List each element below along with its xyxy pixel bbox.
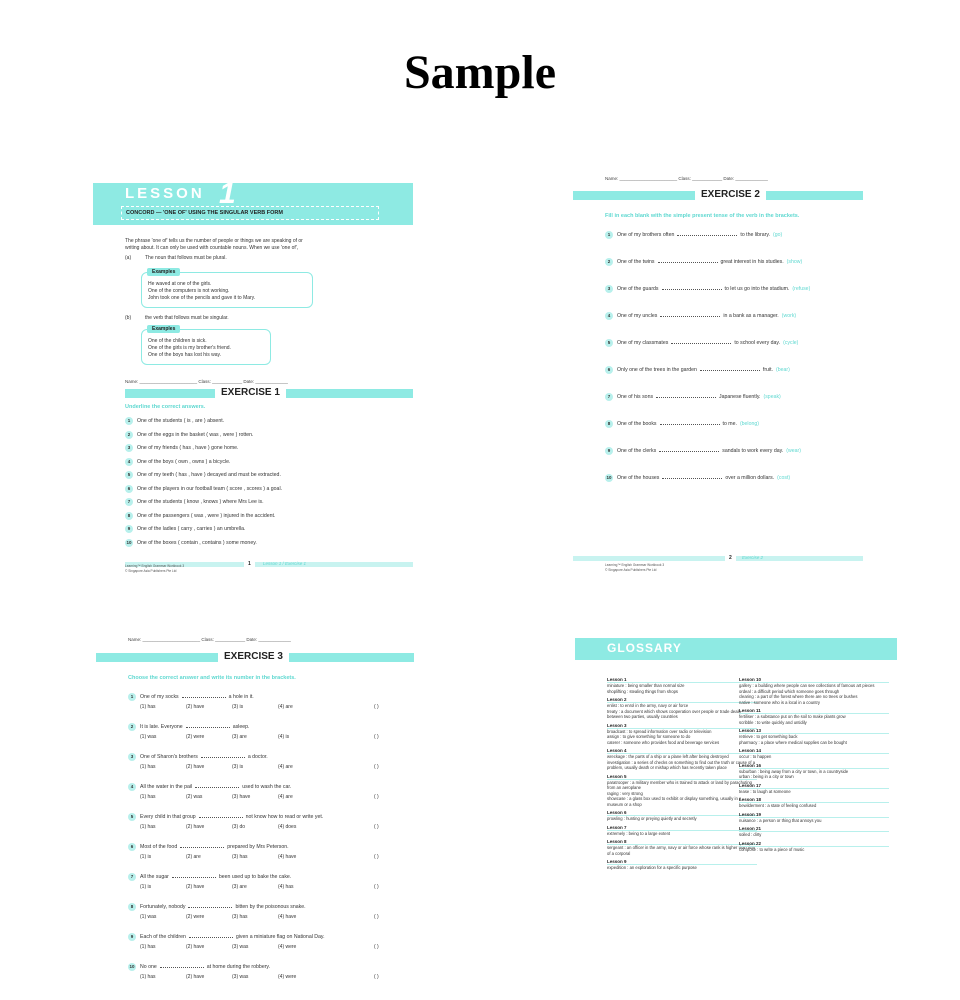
exercise-item [125,471,281,479]
name-class-date-row: Name: _______________________ Class: ____________ Date: _____________ [128,637,291,642]
answer-blank[interactable] [658,259,718,263]
answer-bracket[interactable]: ( ) [374,704,379,710]
item-number: 3 [125,444,133,452]
answer-bracket[interactable]: ( ) [374,854,379,860]
rule-tag: (b) [125,315,132,321]
exercise-item [605,366,790,374]
item-text-after: used to wash the car. [242,784,292,790]
item-number: 3 [128,753,136,761]
glossary-lesson-heading: Lesson 7 [607,825,757,831]
exercise-item [605,393,781,401]
answer-blank[interactable] [189,934,233,938]
glossary-entry: pharmacy : a place where medical supplies can be bought [739,739,847,745]
glossary-lesson-heading: Lesson 13 [739,728,889,734]
glossary-entry: bewilderment : a state of feeling confused [739,803,817,808]
exercise-title: EXERCISE 1 [215,387,286,399]
answer-option[interactable]: (2) was [186,794,203,800]
publisher-line: Learning™ English Grammar Workbook 3 [605,563,665,567]
publisher-line: © Singapore Asia Publishers Pte Ltd [605,568,657,572]
item-number: 4 [125,458,133,466]
item-text-after: over a million dollars. [725,475,775,481]
answer-blank[interactable] [662,286,722,290]
answer-options [140,824,324,830]
item-text[interactable]: One of the students ( know , knows ) where Mrs Lee is. [137,499,264,505]
glossary-entry: enlist : to enrol in the army, navy or air force [607,703,689,708]
exercise-item [605,339,798,347]
glossary-entry: broadcast : to spread information over radio or television [607,728,712,734]
item-text-before: Only one of the trees in the garden [617,367,697,373]
intro-line: The phrase 'one of' tells us the number of people or things we are speaking of or [125,238,303,244]
answer-option[interactable]: (4) have [278,854,297,860]
answer-option[interactable]: (4) were [278,974,297,980]
workbook-page-lesson-1 [93,183,413,583]
glossary-entry: tease : to laugh at someone [739,788,791,794]
answer-option[interactable]: (1) has [140,764,156,770]
glossary-entry: extremely : being to a large extent [607,830,671,836]
answer-option[interactable]: (3) are [232,884,247,890]
exercise-item [128,963,270,971]
answer-option[interactable]: (3) was [232,944,249,950]
glossary-lesson-heading: Lesson 17 [739,783,889,789]
answer-blank[interactable] [671,340,731,344]
answer-bracket[interactable]: ( ) [374,764,379,770]
glossary-entry: occur : to happen [739,754,772,759]
glossary-lesson-heading: Lesson 1 [607,677,757,683]
exercise-instruction: Choose the correct answer and write its number in the brackets. [128,675,296,681]
item-text-after: to the library. [740,232,770,238]
item-text-before: Fortunately, nobody [140,904,186,910]
answer-option[interactable]: (3) was [232,974,249,980]
publisher-line: Learning™ English Grammar Workbook 3 [125,564,185,568]
answer-options [140,944,324,950]
item-text-before: Most of the food [140,844,178,850]
item-number: 4 [128,783,136,791]
answer-option[interactable]: (3) is [232,764,244,770]
footer-page-number: 1 [244,561,255,567]
answer-options [140,704,324,710]
rule-text: The noun that follows must be plural. [145,255,227,261]
answer-bracket[interactable]: ( ) [374,914,379,920]
glossary-lesson-heading: Lesson 16 [739,763,889,769]
exercise-item [128,933,325,941]
answer-option[interactable]: (3) has [232,854,248,860]
glossary-entry: gallery : a building where people can see collections of famous art pieces [739,683,875,688]
glossary-entry: suburban : being away from a city or town, in a countryside [739,768,849,774]
workbook-page-exercise-3 [96,635,416,1000]
examples-box [141,326,271,365]
glossary-entry: miniature : being smaller than normal size [607,683,685,688]
answer-option[interactable]: (1) was [140,734,157,740]
item-number: 6 [128,843,136,851]
glossary-entry: scribble : to write quickly and untidily [739,719,807,725]
verb-hint: (work) [781,313,797,319]
item-number: 7 [125,498,133,506]
answer-blank[interactable] [160,964,204,968]
item-text[interactable]: One of the passengers ( was , were ) injured in the accident. [137,512,276,519]
answer-option[interactable]: (4) is [278,734,290,740]
verb-hint: (wear) [786,448,801,454]
answer-blank[interactable] [182,694,226,698]
answer-option[interactable]: (1) has [140,704,156,710]
item-number: 10 [606,475,612,480]
verb-hint: (belong) [739,421,759,427]
page-title: Sample [403,46,556,99]
answer-option[interactable]: (4) have [278,914,297,920]
item-text-before: All the sugar [140,874,169,880]
exercise-item [605,258,802,266]
exercise-item [125,539,257,547]
glossary-lesson-heading: Lesson 2 [607,697,757,703]
verb-hint: (speak) [763,394,781,400]
answer-blank[interactable] [201,754,245,758]
glossary-entry: expedition : an exploration for a specific purpose [607,865,697,870]
item-text-after: to let us go into the stadium. [724,286,790,292]
item-number: 1 [128,693,136,701]
answer-bracket[interactable]: ( ) [374,794,379,800]
item-text[interactable]: One of the players in our football team ( score , scores ) a goal. [137,485,283,492]
item-text-before: One of the books [617,421,657,427]
answer-bracket[interactable]: ( ) [374,974,379,980]
verb-hint: (go) [773,232,783,238]
rule-tag: (a) [125,255,132,261]
item-number: 8 [128,903,136,911]
exercise-item [605,231,782,239]
item-text[interactable]: One of my friends ( has , have ) gone home. [137,445,239,451]
exercise-item [605,285,810,293]
glossary-entry: retrieve : to get something back [739,734,798,739]
item-text-after: asleep. [232,724,250,730]
exercise-item [125,525,245,533]
answer-option[interactable]: (2) have [186,704,205,710]
exercise-item [128,753,268,761]
answer-option[interactable]: (2) have [186,884,205,890]
exercise-item [128,843,289,851]
item-text-after: a hole in it. [228,694,254,700]
answer-bracket[interactable]: ( ) [374,884,379,890]
item-text-before: All the water in the pail [140,784,193,790]
answer-option[interactable]: (4) are [278,704,293,710]
answer-option[interactable]: (3) do [232,824,246,830]
answer-option[interactable]: (1) is [140,884,152,890]
example-line: John took one of the pencils and gave it to Mary. [148,295,256,301]
answer-options [140,884,324,890]
item-text-before: One of his sons [617,394,654,400]
item-number: 9 [605,447,613,455]
examples-label: Examples [147,268,180,276]
glossary-title: GLOSSARY [607,641,682,655]
item-text-before: Every child in that group [140,814,196,820]
glossary-entry: shoplifting : stealing things from shops [607,688,678,694]
item-number: 2 [605,258,613,266]
answer-option[interactable]: (3) have [232,794,251,800]
item-text-before: No one [140,964,157,970]
exercise-item [128,873,291,881]
item-text[interactable]: One of the eggs in the basket ( was , were ) rotten. [137,431,254,438]
item-text-before: One of the twins [617,259,655,265]
item-number: 7 [128,873,136,881]
answer-option[interactable]: (4) has [278,884,294,890]
item-text-after: at home during the robbery. [206,964,271,970]
item-text-after: bitten by the poisonous snake. [235,904,306,910]
answer-option[interactable]: (2) are [186,854,201,860]
item-text[interactable]: One of my teeth ( has , have ) decayed and must be extracted. [137,472,281,478]
lesson-banner [93,183,413,225]
exercise-item [125,431,254,439]
example-line: He waved at one of the girls. [148,281,212,287]
example-line: One of the boys has lost his way. [148,352,222,358]
glossary-lesson-heading: Lesson 9 [607,859,757,865]
examples-box [141,269,313,308]
item-text-before: One of Sharon's brothers [140,754,198,760]
examples-label: Examples [147,325,180,333]
footer-page-number: 2 [725,555,736,561]
publisher-line: © Singapore Asia Publishers Pte Ltd [125,569,177,573]
item-text-after: great interest in his studies. [720,259,784,265]
answer-blank[interactable] [662,475,722,479]
item-text[interactable]: One of the students ( is , are ) absent. [137,418,225,424]
exercise-item [128,813,323,821]
answer-bracket[interactable]: ( ) [374,824,379,830]
item-text-after: Japanese fluently. [719,394,761,400]
verb-hint: (cycle) [783,340,799,346]
footer-label: Lesson 1 / Exercise 1 [263,561,307,566]
glossary-entry: fertiliser : a substance put on the soil to make plants grow [739,714,846,719]
answer-option[interactable]: (4) are [278,764,293,770]
item-number: 5 [605,339,613,347]
exercise-item [125,417,224,425]
exercise-item [605,447,801,455]
glossary-lesson-heading: Lesson 11 [739,708,889,714]
answer-option[interactable]: (1) was [140,914,157,920]
glossary-entry: raging : very strong [607,790,643,796]
exercise-item [128,783,291,791]
answer-option[interactable]: (1) is [140,854,152,860]
answer-blank[interactable] [199,814,243,818]
item-text-after: fruit. [762,367,773,373]
lesson-word: LESSON [125,185,205,202]
exercise-instruction: Fill in each blank with the simple present tense of the verb in the brackets. [605,213,800,219]
item-number: 4 [605,312,613,320]
answer-blank[interactable] [172,874,216,878]
item-number: 6 [605,366,613,374]
glossary-entry: sergeant : an officer in the army, navy or air force whose rank is higher than that of a corporal [607,845,755,856]
glossary-lesson-heading: Lesson 8 [607,839,757,845]
answer-option[interactable]: (2) have [186,974,205,980]
exercise-item [605,474,790,482]
answer-option[interactable]: (1) has [140,974,156,980]
item-number: 8 [125,512,133,520]
glossary-banner [575,638,897,660]
answer-options [140,764,324,770]
answer-blank[interactable] [677,232,737,236]
name-class-date-row: Name: _______________________ Class: ____________ Date: _____________ [125,379,288,384]
item-text-before: Each of the children [140,934,186,940]
item-text-after: not know how to read or write yet. [245,814,324,820]
exercise-instruction: Underline the correct answers. [125,404,206,410]
item-number: 10 [129,964,135,969]
glossary-lesson-heading: Lesson 4 [607,748,757,754]
intro-line: writing about. It can only be used with countable nouns. When we use 'one of', [125,245,299,251]
item-number: 1 [125,417,133,425]
glossary-entry: compose : to write a piece of music [739,846,805,852]
answer-option[interactable]: (1) has [140,794,156,800]
answer-option[interactable]: (3) are [232,734,247,740]
glossary-lesson-heading: Lesson 14 [739,748,889,754]
answer-option[interactable]: (4) were [278,944,297,950]
answer-blank[interactable] [660,421,720,425]
answer-option[interactable]: (4) are [278,794,293,800]
item-text-before: It is late. Everyone [140,724,183,730]
item-number: 2 [125,431,133,439]
answer-option[interactable]: (3) has [232,914,248,920]
rule-text: the verb that follows must be singular. [145,315,229,321]
glossary-entry: treaty : a document which shows cooperation over people or trade deals between two parties, usually countries [607,708,741,719]
answer-option[interactable]: (1) has [140,824,156,830]
exercise-item [125,444,239,452]
exercise-item [125,512,275,520]
item-number: 6 [125,485,133,493]
answer-blank[interactable] [195,784,239,788]
answer-blank[interactable] [656,394,716,398]
answer-blank[interactable] [700,367,760,371]
verb-hint: (show) [786,259,803,265]
answer-option[interactable]: (4) does [278,824,297,830]
exercise-title: EXERCISE 3 [218,651,289,663]
glossary-lesson-heading: Lesson 19 [739,812,889,818]
glossary-lesson-heading: Lesson 22 [739,841,889,847]
answer-option[interactable]: (1) has [140,944,156,950]
glossary-entry: caterer : someone who provides food and beverage services [607,739,720,745]
item-text-before: One of my brothers often [617,232,675,238]
workbook-page-glossary [575,638,897,1000]
glossary-entry: showcase : a glass box used to exhibit or display something, usually in a museum or a shop [607,796,742,807]
item-text-after: sandals to work every day. [722,448,784,454]
item-text-before: One of my classmates [617,340,669,346]
glossary-entry: urban : being in a city or town [739,774,794,779]
answer-option[interactable]: (2) were [186,734,205,740]
exercise-item [605,312,796,320]
glossary-lesson-heading: Lesson 21 [739,826,889,832]
workbook-page-exercise-2 [573,175,893,575]
item-text-after: given a miniature flag on National Day. [235,934,325,940]
item-number: 9 [128,933,136,941]
exercise-item [128,723,249,731]
answer-options [140,914,324,920]
item-number: 10 [126,539,132,545]
glossary-entry: wreckage : the parts of a ship or a plane left after being destroyed [607,754,729,759]
answer-options [140,974,324,980]
glossary-entry: nuisance : a person or thing that annoys you [739,817,822,823]
exercise-item [605,420,759,428]
answer-option[interactable]: (2) have [186,824,205,830]
item-text-after: in a bank as a manager. [723,313,779,319]
verb-hint: (bear) [775,367,790,373]
item-number: 1 [605,231,613,239]
footer-label: Exercise 2 [742,555,764,560]
item-text[interactable]: One of the boxes ( contain , contains ) some money. [137,539,257,546]
lesson-subtitle: CONCORD — 'ONE OF' USING THE SINGULAR VERB FORM [121,206,379,220]
item-number: 2 [128,723,136,731]
item-text-after: prepared by Mrs Peterson. [227,844,289,850]
answer-option[interactable]: (3) is [232,704,244,710]
exercise-title: EXERCISE 2 [695,189,766,201]
glossary-entry: ordeal : a difficult period which someone goes through [739,688,840,694]
answer-blank[interactable] [186,724,230,728]
item-text-after: to school every day. [734,340,781,346]
exercise-item [125,458,230,466]
item-text-before: One of my socks [140,694,179,700]
item-text[interactable]: One of the ladies ( carry , carries ) an umbrella. [137,526,246,532]
example-line: One of the computers is not working. [148,288,230,294]
verb-hint: (cost) [777,475,791,481]
glossary-column-right [739,674,897,852]
glossary-lesson-heading: Lesson 10 [739,677,889,683]
exercise-item [125,485,282,493]
glossary-entry: soiled : dirty [739,832,762,837]
example-line: One of the children is sick. [148,338,207,344]
item-number: 7 [605,393,613,401]
answer-options [140,794,324,800]
glossary-lesson-heading: Lesson 18 [739,797,889,803]
answer-bracket[interactable]: ( ) [374,734,379,740]
exercise-item [125,498,264,506]
glossary-entry: clearing : a part of the forest where there are no trees or bushes [739,694,858,699]
lesson-number: 1 [219,183,236,210]
answer-blank[interactable] [659,448,719,452]
item-text-before: One of my uncles [617,313,658,319]
answer-option[interactable]: (2) have [186,764,205,770]
verb-hint: (refuse) [792,286,811,292]
item-number: 9 [125,525,133,533]
answer-options [140,854,324,860]
answer-blank[interactable] [188,904,232,908]
item-text-after: to me. [722,421,737,427]
item-number: 3 [605,285,613,293]
glossary-entry: paratrooper : a military member who is trained to attack or land by parachuting from an aeroplane [607,779,753,790]
footer-bar [573,556,863,561]
glossary-entry: assign : to give something for someone to do [607,734,691,739]
item-text-after: a doctor. [247,754,268,760]
glossary-lesson-heading: Lesson 5 [607,774,757,780]
item-text[interactable]: One of the boys ( own , owns ) a bicycle. [137,458,231,465]
item-text-after: been used up to bake the cake. [218,874,292,880]
item-number: 5 [128,813,136,821]
item-number: 5 [125,471,133,479]
glossary-lesson-heading: Lesson 6 [607,810,757,816]
answer-options [140,734,324,740]
item-number: 8 [605,420,613,428]
glossary-entry: investigation : a series of checks on something to find out the truth or cause of a problem, usually death or mishap which has recently taken place [607,759,756,770]
answer-option[interactable]: (2) have [186,944,205,950]
glossary-entry: prowling : hunting or preying quietly and secretly [607,816,697,821]
answer-bracket[interactable]: ( ) [374,944,379,950]
item-text-before: One of the houses [617,475,660,481]
exercise-item [128,693,254,701]
example-line: One of the girls is my brother's friend. [148,345,231,351]
answer-blank[interactable] [180,844,224,848]
name-class-date-row: Name: _______________________ Class: ____________ Date: _____________ [605,176,768,181]
answer-blank[interactable] [660,313,720,317]
item-text-before: One of the guards [617,286,659,292]
item-text-before: One of the clerks [617,448,657,454]
answer-option[interactable]: (2) were [186,914,205,920]
exercise-item [128,903,306,911]
glossary-lesson-heading: Lesson 3 [607,723,757,729]
glossary-entry: native : someone who is a local in a country [739,699,821,705]
